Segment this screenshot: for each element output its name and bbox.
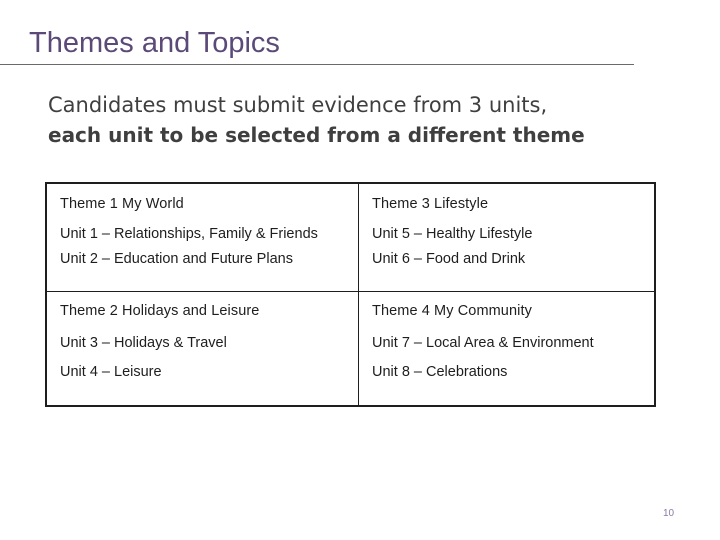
subtitle-line-1: Candidates must submit evidence from 3 units, — [48, 93, 548, 117]
table-row-divider — [47, 291, 654, 292]
slide-title: Themes and Topics — [29, 27, 280, 59]
theme-1-heading: Theme 1 My World — [60, 196, 184, 212]
theme-3-heading: Theme 3 Lifestyle — [372, 196, 489, 212]
table-column-divider — [358, 184, 359, 405]
subtitle — [48, 90, 708, 150]
theme-1-unit-1: Unit 1 – Relationships, Family & Friends — [60, 226, 318, 242]
theme-1-unit-2: Unit 2 – Education and Future Plans — [60, 251, 293, 267]
subtitle-line-2: each unit to be selected from a different theme — [48, 123, 585, 147]
page-number: 10 — [663, 508, 675, 519]
theme-2-heading: Theme 2 Holidays and Leisure — [60, 303, 260, 319]
theme-3-unit-2: Unit 6 – Food and Drink — [372, 251, 526, 267]
theme-4-unit-2: Unit 8 – Celebrations — [372, 364, 508, 380]
title-divider — [0, 64, 634, 65]
theme-4-heading: Theme 4 My Community — [372, 303, 532, 319]
themes-table — [45, 182, 656, 407]
theme-2-unit-1: Unit 3 – Holidays & Travel — [60, 335, 227, 351]
theme-4-unit-1: Unit 7 – Local Area & Environment — [372, 335, 594, 351]
theme-2-unit-2: Unit 4 – Leisure — [60, 364, 162, 380]
theme-3-unit-1: Unit 5 – Healthy Lifestyle — [372, 226, 533, 242]
